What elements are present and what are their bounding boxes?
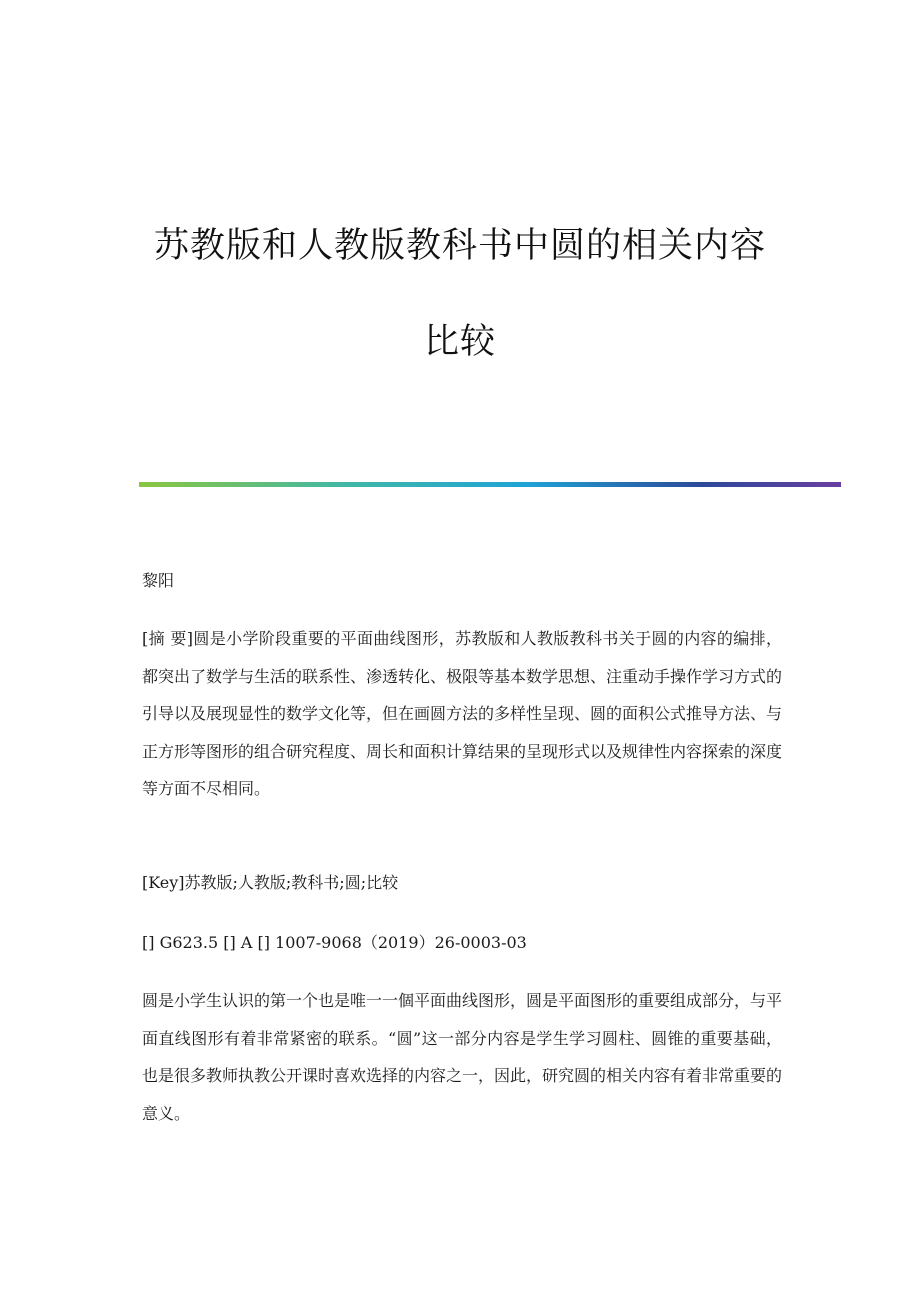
classification-line: [] G623.5 [] A [] 1007-9068（2019）26-0003-03 [142, 933, 527, 952]
abstract-paragraph: [摘 要]圆是小学阶段重要的平面曲线图形，苏教版和人教版教科书关于圆的内容的编排，都突出了数学与生活的联系性、渗透转化、极限等基本数学思想、注重动手操作学习方式的引导以及展现显性的数学文化等，但在画圆方法的多样性呈现、圆的面积公式推导方法、与正方形等图形的组合研究程度、周长和面积计算结果的呈现形式以及规律性内容探索的深度等方面不尽相同。 [142, 629, 783, 798]
body-paragraph: 圆是小学生认识的第一个也是唯一一個平面曲线图形，圆是平面图形的重要组成部分，与平面直线图形有着非常紧密的联系。“圆”这一部分内容是学生学习圆柱、圆锥的重要基础，也是很多教师执教公开课时喜欢选择的内容之一，因此，研究圆的相关内容有着非常重要的意义。 [142, 991, 783, 1123]
document-title-line-1: 苏教版和人教版教科书中圆的相关内容 [153, 226, 766, 266]
keywords-line: [Key]苏教版;人教版;教科书;圆;比较 [142, 873, 399, 892]
document-title-line-2: 比较 [423, 322, 496, 362]
author-name: 黎阳 [142, 571, 175, 590]
title-divider [139, 482, 841, 487]
